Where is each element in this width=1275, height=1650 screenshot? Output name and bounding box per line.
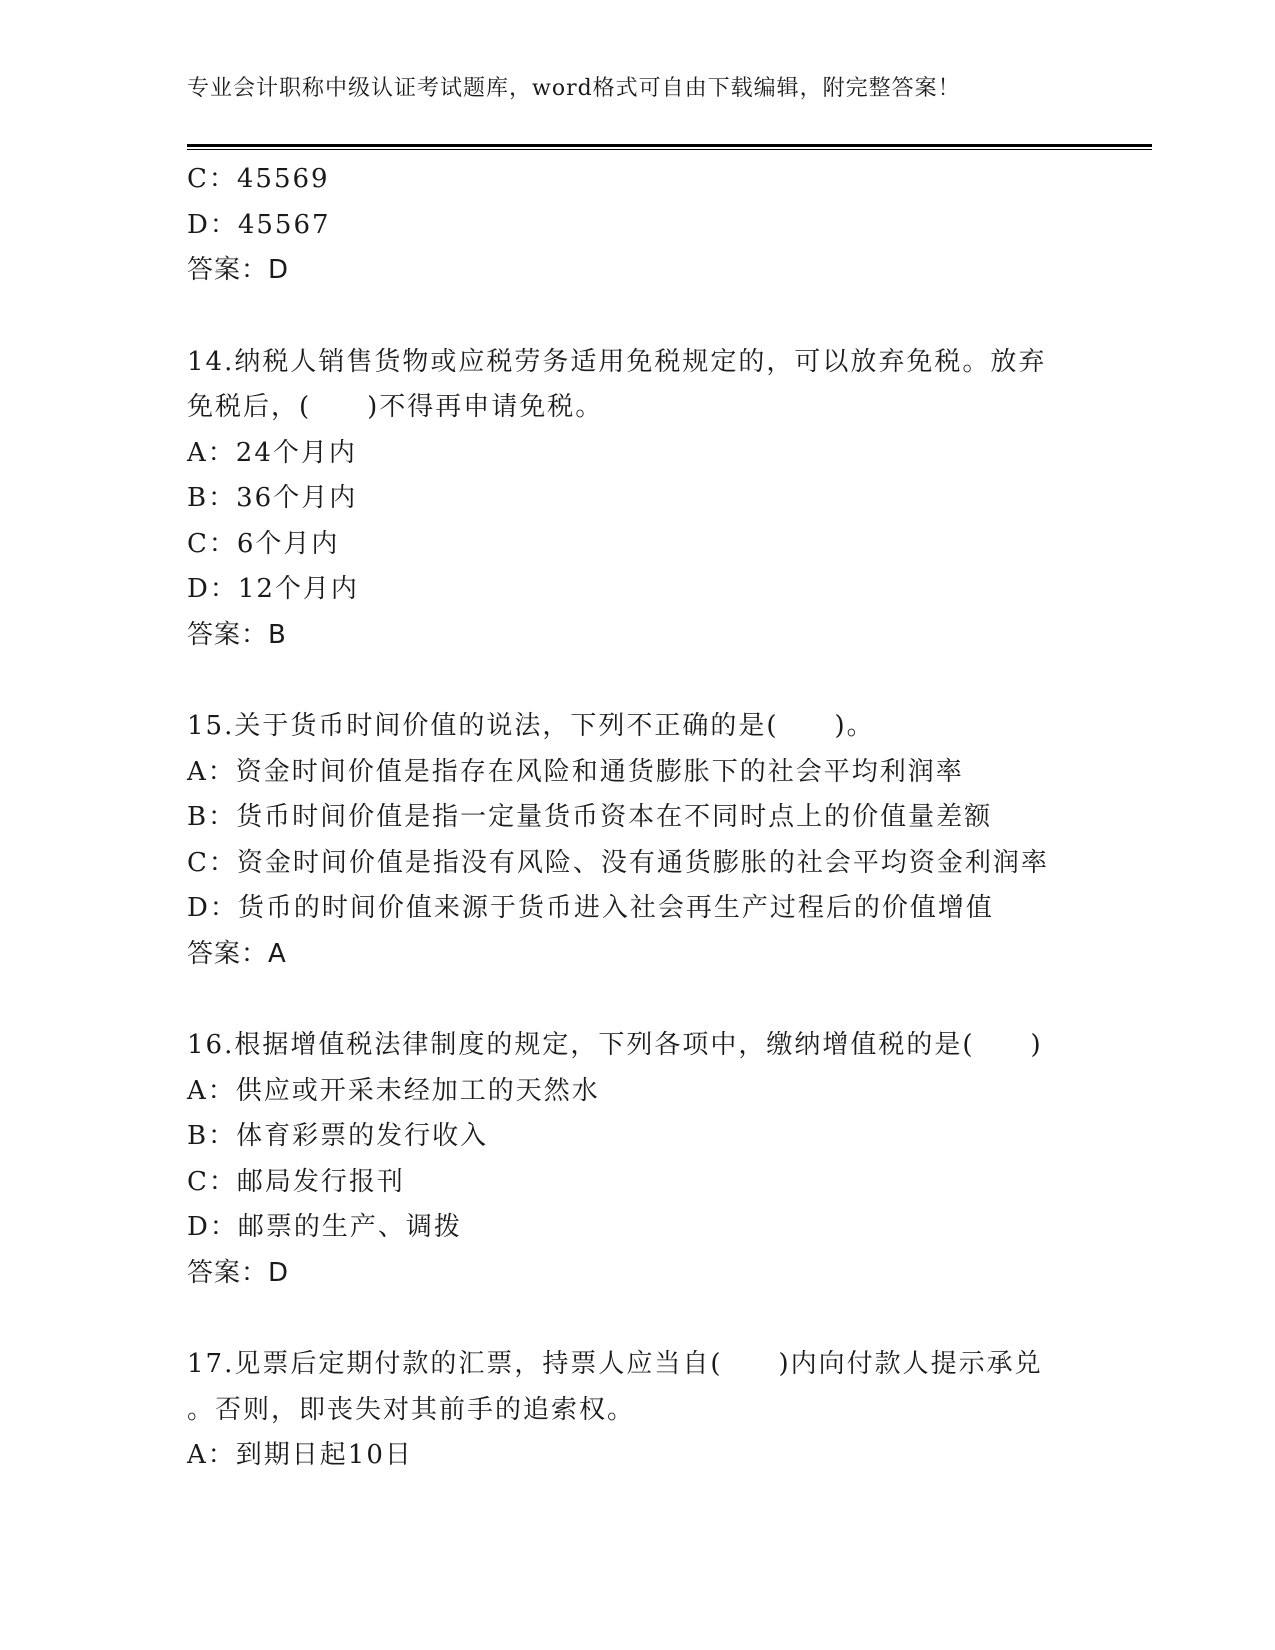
question-14-answer: 答案：B [187,619,287,650]
question-16-option-a: A：供应或开采未经加工的天然水 [187,1075,600,1106]
question-15-answer: 答案：A [187,938,287,969]
header-rule-thick [187,144,1152,147]
question-16-option-c: C：邮局发行报刊 [187,1166,405,1197]
question-16-option-d: D：邮票的生产、调拨 [187,1212,462,1242]
question-content [187,157,1087,1479]
question-16-answer: 答案：D [187,1257,290,1288]
question-14-option-d: D：12个月内 [187,574,359,604]
header-rule-thin [187,149,1152,150]
question-14-stem-line-2: 免税后，( )不得再申请免税。 [187,392,604,422]
spacer [187,658,1087,704]
question-15-stem: 15.关于货币时间价值的说法，下列不正确的是( )。 [187,711,875,741]
question-17-stem-line-2: 。否则，即丧失对其前手的追索权。 [187,1394,636,1425]
spacer [187,977,1087,1023]
question-14-option-a: A：24个月内 [187,437,357,468]
question-15-option-a: A：资金时间价值是指存在风险和通货膨胀下的社会平均利润率 [187,756,964,787]
spacer [187,294,1087,340]
option-c: C：45569 [187,164,330,194]
question-17-stem-line-1: 17.见票后定期付款的汇票，持票人应当自( )内向付款人提示承兑 [187,1349,1043,1379]
question-15-option-d: D：货币的时间价值来源于货币进入社会再生产过程后的价值增值 [187,893,994,923]
question-16-option-b: B：体育彩票的发行收入 [187,1121,489,1151]
question-14-stem-line-1: 14.纳税人销售货物或应税劳务适用免税规定的，可以放弃免税。放弃 [187,346,1047,377]
question-14-option-b: B：36个月内 [187,483,358,513]
spacer [187,1296,1087,1342]
option-d: D：45567 [187,209,331,240]
question-14-option-c: C：6个月内 [187,528,340,559]
question-15-option-b: B：货币时间价值是指一定量货币资本在不同时点上的价值量差额 [187,802,993,832]
answer-line: 答案：D [187,255,290,285]
question-17-option-a: A：到期日起10日 [187,1440,413,1470]
page-header: 专业会计职称中级认证考试题库，word格式可自由下载编辑，附完整答案！ [187,76,961,101]
question-16-stem: 16.根据增值税法律制度的规定，下列各项中，缴纳增值税的是( ) [187,1030,1043,1060]
question-15-option-c: C：资金时间价值是指没有风险、没有通货膨胀的社会平均资金利润率 [187,847,1049,878]
